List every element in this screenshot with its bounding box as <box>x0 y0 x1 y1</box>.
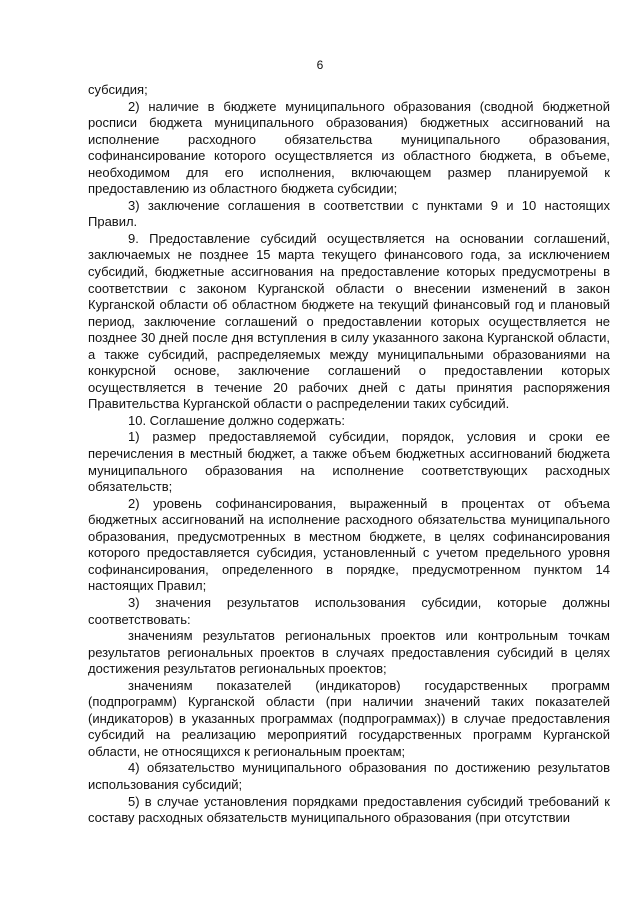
paragraph: 10. Соглашение должно содержать: <box>128 412 345 428</box>
paragraph: 2) наличие в бюджете муниципального образования (сводной бюджетной росписи бюджета муниципального образования) бюджетных ассигнований на исполнение расходного обязательства муниципального образования, софинансирование которого осуществляется из областного бюджета, в объеме, необходимом для его исполнения, включающем размер планируемой к предоставлению из областного бюджета субсидии; <box>88 98 610 197</box>
page-number: 6 <box>316 58 324 72</box>
paragraph: субсидия; <box>88 82 148 97</box>
paragraph: 1) размер предоставляемой субсидии, порядок, условия и сроки ее перечисления в местный бюджет, а также объем бюджетных ассигнований бюджета муниципального образования на исполнение соответствующих расходных обязательств; <box>88 429 610 495</box>
paragraph: 9. Предоставление субсидий осуществляется на основании соглашений, заключаемых не позднее 15 марта текущего финансового года, за исключением субсидий, бюджетные ассигнования на предоставление которых предусмотрены в соответствии с законом Курганской области о внесении изменений в закон Курганской области об областном бюджете на текущий финансовый год и плановый период, заключение соглашений о предоставлении которых осуществляется не позднее 30 дней после дня вступления в силу указанного закона Курганской области, а также субсидий, распределяемых между муниципальными образованиями на конкурсной основе, заключение соглашений о предоставлении которых осуществляется в течение 20 рабочих дней с даты принятия распоряжения Правительства Курганской области о распределении таких субсидий. <box>88 230 610 412</box>
paragraph: 2) уровень софинансирования, выраженный в процентах от объема бюджетных ассигнований на исполнение расходного обязательства муниципального образования, предусмотренных в местном бюджете, в целях софинансирования которого предоставляется субсидия, установленный с учетом предельного уровня софинансирования, определенного в порядке, предусмотренном пунктом 14 настоящих Правил; <box>88 495 610 594</box>
document-body <box>88 82 610 827</box>
paragraph: 3) значения результатов использования субсидии, которые должны соответствовать: <box>88 594 610 627</box>
paragraph: 4) обязательство муниципального образования по достижению результатов использования субсидий; <box>88 760 610 792</box>
paragraph: значениям показателей (индикаторов) государственных программ (подпрограмм) Курганской области (при наличии значений таких показателей (индикаторов) в указанных программах (подпрограммах)) в случае предоставления субсидий на реализацию мероприятий государственных программ Курганской области, не относящихся к региональным проектам; <box>88 677 610 759</box>
paragraph: значениям результатов региональных проектов или контрольным точкам результатов региональных проектов в случаях предоставления субсидий в целях достижения результатов региональных проектов; <box>88 628 610 677</box>
paragraph: 3) заключение соглашения в соответствии с пунктами 9 и 10 настоящих Правил. <box>88 197 610 230</box>
paragraph: 5) в случае установления порядками предоставления субсидий требований к составу расходных обязательств муниципального образования (при отсутствии <box>88 793 610 826</box>
